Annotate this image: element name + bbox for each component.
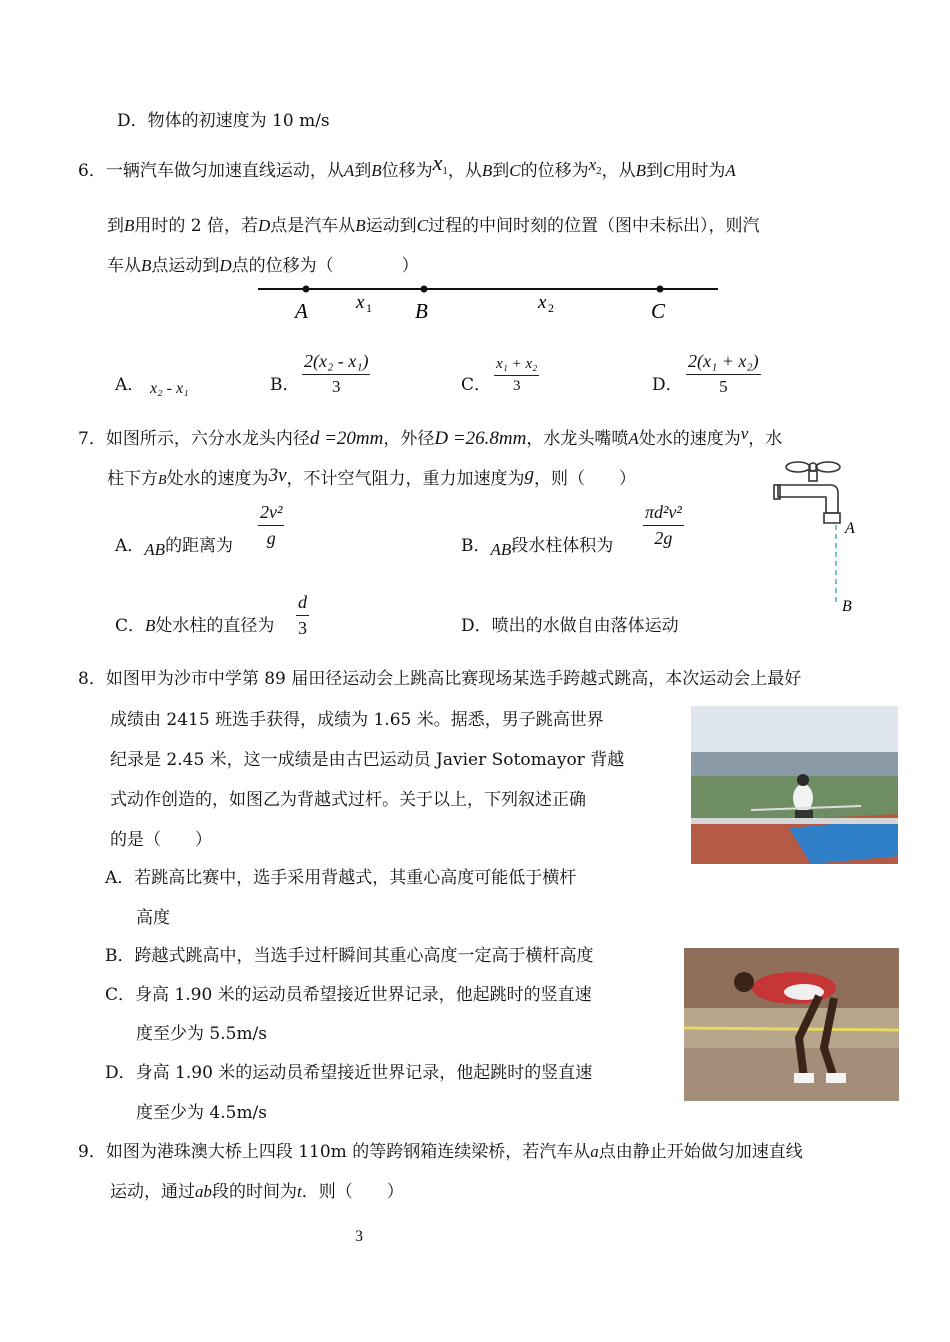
q6-diagram-dot-b [421, 286, 428, 293]
q9-point-a: a [590, 1142, 599, 1161]
q6-option-a-expr: x₂ - x₁ [150, 380, 189, 397]
q6-point-b: B [481, 161, 493, 180]
q7-option-a-ab: AB [144, 540, 166, 559]
q6-point-a: A [725, 161, 736, 180]
q7-option-b-label: B． [461, 536, 491, 556]
q7-point-b: B [158, 473, 167, 488]
q6-text: 到 [354, 161, 372, 181]
q6-diagram-label-a: A [295, 299, 308, 323]
q6-point-d: D [258, 216, 271, 235]
q6-diagram-label-x2-sub: 2 [548, 301, 554, 315]
q7-option-a-denominator: g [266, 528, 276, 548]
q7-number: 7． [78, 429, 106, 449]
q6-x1-subscript: 1 [442, 165, 448, 178]
q6-text: 车从 [107, 256, 141, 276]
q6-option-c-denominator: 3 [512, 378, 521, 394]
q6-option-c-fraction [494, 356, 539, 395]
q6-option-a-label: A． [115, 375, 145, 395]
q7-text: ，外径 [383, 429, 435, 449]
q7-option-a-label: A． [115, 536, 145, 556]
q7-option-c-b: B [145, 616, 156, 635]
q7-option-c-numerator: d [296, 592, 309, 616]
q6-text: 点的位移为（ ） [231, 256, 419, 276]
q6-text: 点运动到 [151, 256, 220, 276]
q8-stem-line4: 式动作创造的，如图乙为背越式过杆。关于以上，下列叙述正确 [110, 790, 586, 810]
q7-gravity-g: g [524, 464, 534, 485]
q6-option-d-numerator: 2(x₁ + x₂) [686, 351, 761, 375]
q6-point-b: B [124, 216, 135, 235]
q6-text: 用时为 [674, 161, 726, 181]
q7-option-b-text: 段水柱体积为 [511, 536, 614, 556]
q6-point-c: C [509, 161, 521, 180]
q7-option-c-fraction [296, 592, 309, 639]
q7-option-b-numerator: πd²v² [643, 502, 684, 526]
photo-scissors-high-jump [691, 706, 898, 864]
q6-text: 过程的中间时刻的位置（图中未标出），则汽 [428, 216, 760, 236]
q6-number: 6． [78, 161, 106, 181]
q6-point-b: B [141, 256, 152, 275]
q6-option-d-denominator: 5 [719, 377, 728, 396]
q7-velocity-v: v [740, 424, 749, 443]
q7-option-b-denominator: 2g [654, 528, 673, 548]
q9-number: 9． [78, 1142, 106, 1162]
q8-option-c-line1: C．身高 1.90 米的运动员希望接近世界记录，他起跳时的竖直速 [105, 985, 592, 1005]
faucet-label-b: B [842, 598, 852, 615]
q6-diagram-label-b: B [415, 299, 428, 323]
q6-stem-line3 [107, 251, 419, 276]
q6-text: 运动到 [365, 216, 417, 236]
q7-option-d [461, 611, 679, 636]
q6-text: ，从 [447, 161, 482, 181]
high-jump-track-scene [691, 706, 898, 864]
q7-option-c [115, 611, 274, 636]
q9-segment-ab: ab [195, 1182, 212, 1201]
q6-stem-line2 [107, 211, 760, 236]
q7-option-b [461, 531, 614, 559]
fosbury-flop-scene [684, 948, 899, 1101]
q7-option-d-text: 喷出的水做自由落体运动 [491, 616, 679, 636]
q7-velocity-3v: 3v [268, 465, 287, 486]
q7-option-a [115, 531, 234, 559]
q7-option-c-label: C． [115, 616, 146, 636]
q7-text: ，水龙头嘴喷 [526, 429, 629, 449]
q6-text: 的位移为 [520, 161, 589, 181]
q9-stem-line1 [78, 1137, 803, 1162]
q9-stem-line2 [110, 1177, 404, 1202]
q7-outer-diameter: D =26.8mm [434, 428, 527, 449]
q8-stem-line1 [78, 664, 801, 689]
q6-point-c: C [663, 161, 675, 180]
q7-option-a-fraction [258, 502, 284, 549]
q9-time-t: t [297, 1182, 302, 1201]
q8-stem-line3: 纪录是 2.45 米，这一成绩是由古巴运动员 Javier Sotomayor 背越 [110, 750, 625, 770]
q7-text: ，则（ ） [534, 469, 636, 489]
q6-stem-line1 [78, 150, 736, 183]
q8-option-c-line2: 度至少为 5.5m/s [136, 1024, 268, 1044]
faucet-icon [774, 462, 840, 523]
q6-point-b: B [355, 216, 366, 235]
q8-option-d-line1: D．身高 1.90 米的运动员希望接近世界记录，他起跳时的竖直速 [105, 1063, 593, 1083]
q7-text: 处水的速度为 [166, 469, 269, 489]
q6-option-c-numerator: x₁ + x₂ [494, 356, 539, 376]
q6-text: 用时的 2 倍，若 [134, 216, 259, 236]
q7-text: ，水 [748, 429, 783, 449]
q7-stem-line1 [78, 424, 782, 450]
q7-inner-diameter: d =20mm [309, 428, 384, 449]
q6-diagram-dot-a [303, 286, 310, 293]
q9-text: 如图为港珠澳大桥上四段 110m 的等跨钢箱连续梁桥，若汽车从 [105, 1142, 591, 1162]
q6-diagram-label-x1: x [356, 292, 365, 313]
q8-option-a-line2: 高度 [136, 908, 170, 928]
q7-option-c-text: 处水柱的直径为 [155, 616, 275, 636]
q8-option-b: B．跨越式跳高中，当选手过杆瞬间其重心高度一定高于横杆高度 [105, 946, 594, 966]
q6-text: 位移为 [381, 161, 433, 181]
q8-stem-line2: 成绩由 2415 班选手获得，成绩为 1.65 米。据悉，男子跳高世界 [110, 710, 604, 730]
q7-text: 处水的速度为 [638, 429, 741, 449]
q7-text: 如图所示，六分水龙头内径 [105, 429, 310, 449]
q9-text: 段的时间为 [212, 1182, 297, 1202]
q6-option-d-label: D． [652, 375, 683, 395]
q6-text: 一辆汽车做匀加速直线运动，从 [105, 161, 344, 181]
q7-option-b-fraction [643, 502, 684, 549]
q5-option-d: D．物体的初速度为 10 m/s [117, 111, 330, 131]
q9-text: ．则（ ） [301, 1182, 404, 1202]
q8-text: 如图甲为沙市中学第 89 届田径运动会上跳高比赛现场某选手跨越式跳高，本次运动会上最好 [105, 669, 802, 689]
q6-text: ，从 [601, 161, 636, 181]
faucet-figure [770, 455, 870, 615]
q6-x1: x [432, 150, 443, 175]
q8-stem-line5: 的是（ ） [110, 830, 212, 850]
q7-stem-line2 [107, 464, 636, 490]
q6-text: 到 [107, 216, 124, 236]
q6-option-b-fraction [302, 351, 370, 397]
q6-point-a: A [343, 161, 355, 180]
q6-diagram-label-c: C [651, 299, 666, 323]
q7-option-a-text: 的距离为 [165, 536, 234, 556]
q8-option-d-line2: 度至少为 4.5m/s [136, 1103, 268, 1123]
q7-text: 柱下方 [107, 469, 158, 489]
q6-option-b-numerator: 2(x₂ - x₁) [302, 351, 370, 375]
q6-option-b-label: B． [270, 375, 300, 395]
photo-fosbury-flop [684, 948, 899, 1101]
q7-text: ，不计空气阻力，重力加速度为 [286, 469, 525, 489]
page-number: 3 [355, 1228, 363, 1245]
q6-option-b-denominator: 3 [331, 377, 341, 396]
q9-text: 点由静止开始做匀加速直线 [598, 1142, 803, 1162]
q8-option-a-line1: A．若跳高比赛中，选手采用背越式，其重心高度可能低于横杆 [105, 868, 577, 888]
q6-point-b: B [635, 161, 647, 180]
q6-point-b: B [371, 161, 382, 180]
q7-option-b-ab: AB [490, 540, 512, 559]
q7-option-c-denominator: 3 [298, 618, 307, 638]
q6-point-d: D [219, 256, 232, 275]
faucet-label-a: A [845, 520, 855, 537]
q6-text: 到 [646, 161, 664, 181]
q6-diagram-label-x2: x [538, 292, 547, 313]
q6-point-c: C [416, 216, 429, 235]
q8-number: 8． [78, 669, 106, 689]
q7-point-a: A [628, 429, 639, 448]
q9-text: 运动，通过 [110, 1182, 195, 1202]
q6-option-d-fraction [686, 351, 761, 397]
q7-option-d-label: D． [461, 616, 492, 636]
q6-line-diagram [250, 278, 730, 328]
q7-option-a-numerator: 2v² [258, 502, 284, 526]
q6-x2: x [588, 155, 597, 174]
q6-option-c-label: C． [461, 375, 492, 395]
q6-text: 到 [492, 161, 510, 181]
q6-diagram-dot-c [657, 286, 664, 293]
q6-x2-subscript: 2 [596, 165, 602, 178]
q6-text: 点是汽车从 [270, 216, 356, 236]
q6-diagram-label-x1-sub: 1 [366, 301, 372, 315]
